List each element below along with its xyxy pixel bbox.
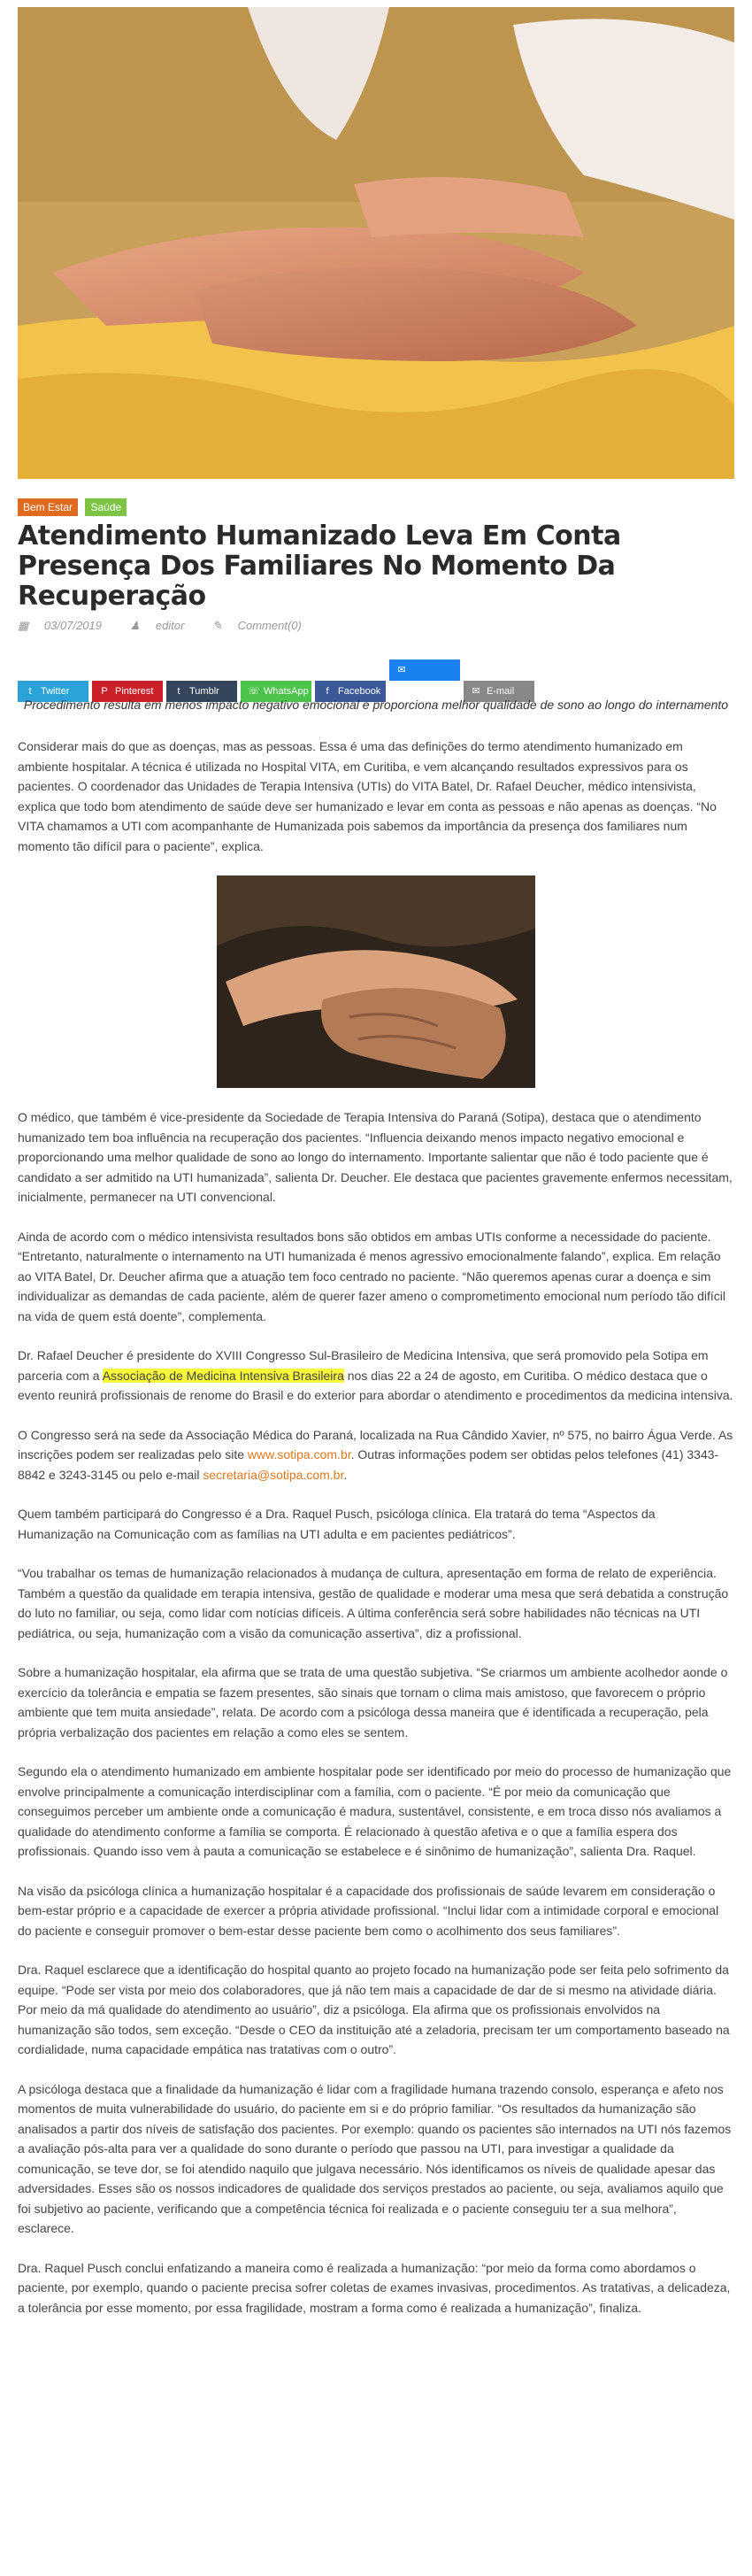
category-tags (18, 498, 752, 516)
paragraph-13: Dra. Raquel Pusch conclui enfatizando a maneira como é realizada a humanização: “por meio da forma como abordamos o paciente, por exemplo, quando o paciente precisa sofrer coletas de exames invasivas, procedimentos. As tratativas, a delicadeza, a tolerância por esse momento, por essa fragilidade, mostram a forma como é realizada a humanização”, finaliza. (18, 2260, 731, 2315)
paragraph-10: Na visão da psicóloga clínica a humanização hospitalar é a capacidade dos profissionais de saúde levarem em consideração o bem-estar próprio e a capacidade de exercer a própria atividade profissional. “Inclui lidar com a intimidade corporal e emocional do paciente e conseguir promover o bem-estar desse paciente bem como o acolhimento dos seus familiares”. (18, 1883, 719, 1938)
twitter-icon: t (28, 686, 32, 697)
hero-photo-illustration (18, 7, 734, 479)
paragraph-11: Dra. Raquel esclarece que a identificação do hospital quanto ao projeto focado na humanização pode ser feita pelo sofrimento da equipe. “Pode ser vista por meio dos colaboradores, que já não tem mais a capacidade de dar de si mesmo na atividade diária. Por meio da má qualidade do atendimento ao usuário”, diz a psicóloga. Ela afirma que os profissionais envolvidos na humanização são todos, sem exceção. “Desde o CEO da instituição até a zeladoria, precisam ter um comportamento baseado na cordialidade, numa capacidade empática nas tratativas com o outro”. (18, 1963, 730, 2056)
paragraph-8: Sobre a humanização hospitalar, ela afirma que se trata de uma questão subjetiva. “Se criarmos um ambiente acolhedor aonde o exercício da tolerância e empatia se fazem presentes, são sinais que tornam o clima mais amistoso, que favorecem o próprio ambiente que tem muita ansiedade”, relata. De acordo com a psicóloga dessa maneira que é identificada a recuperação, pela própria verbalização dos pacientes em relação a como eles se sentem. (18, 1665, 728, 1739)
tag-bem-estar[interactable]: Bem Estar (18, 498, 78, 516)
email-icon: ✉ (472, 686, 480, 697)
article-subtitle: Procedimento resulta em menos impacto negativo emocional e proporciona melhor qualidade de sono ao longo do internamento (23, 698, 729, 712)
post-date: 03/07/2019 (43, 619, 102, 632)
user-icon: ♟ (129, 619, 141, 632)
paragraph-5: O Congresso será na sede da Associação Médica do Paraná, localizada na Rua Cândido Xavier, nº 575, no bairro Água Verde. As inscrições podem ser realizadas pelo site www.sotipa.com.br. Outras informações podem ser obtidas pelos telefones (41) 3343-8842 e 3243-3145 ou pelo e-mail secretaria@sotipa.com.br. (18, 1427, 733, 1482)
share-facebook-button[interactable]: f Facebook (315, 681, 386, 702)
paragraph-9: Segundo ela o atendimento humanizado em ambiente hospitalar pode ser identificado por meio do processo de humanização que envolve principalmente a comunicação interdisciplinar com a família, com o paciente. “É por meio da comunicação que conseguimos perceber um ambiente onde a comunicação é madura, sustentável, consistente, e em troca disso nós avaliamos a qualidade do atendimento conforme a família se comporta. É relacionado à questão afetiva e o que a família espera dos profissionais. Quando isso vem à pauta a comunicação se estabelece e é sinônimo de humanização”, salienta Dra. Raquel. (18, 1764, 732, 1858)
comments-meta[interactable] (212, 619, 314, 632)
hands-photo-illustration (217, 875, 535, 1088)
paragraph-6: Quem também participará do Congresso é a Dra. Raquel Pusch, psicóloga clínica. Ela tratará do tema “Aspectos da Humanização na Comunicação com as famílias na UTI adulta e em pacientes pediátricos”. (18, 1507, 656, 1541)
calendar-icon: ▦ (18, 619, 29, 632)
messenger-icon: ✉ (397, 665, 406, 675)
pinterest-icon: P (101, 686, 108, 697)
share-tumblr-button[interactable]: t Tumblr (166, 681, 237, 702)
highlighted-text: Associação de Medicina Intensiva Brasileira (102, 1368, 344, 1383)
paragraph-4: Dr. Rafael Deucher é presidente do XVIII Congresso Sul-Brasileiro de Medicina Intensiva, que será promovido pela Sotipa em parceria com a Associação de Medicina Intensiva Brasileira nos dias 22 a 24 de agosto, em Curitiba. O médico destaca que o evento reunirá profissionais de renome do Brasil e do exterior para abordar o atendimento e procedimentos da medicina intensiva. (18, 1348, 733, 1402)
comment-icon: ✎ (212, 619, 222, 632)
tumblr-icon: t (177, 686, 180, 697)
paragraph-12: A psicóloga destaca que a finalidade da humanização é lidar com a fragilidade humana trazendo consolo, esperança e afeto nos momentos de muita vulnerabilidade do usuário, do paciente em si e do próprio familiar. “Os resultados da humanização são analisados a partir dos níveis de satisfação dos pacientes. Por exemplo: quando os pacientes são internados na UTI nós fazemos a avaliação pós-alta para ver a qualidade do sono durante o período que passou na UTI, para investigar a qualidade da comunicação, se teve dor, se foi atendido naquilo que julgava necessário. Nós identificamos os níveis de qualidade apesar das adversidades. Esses são os nossos indicadores de qualidade dos serviços prestados ao paciente, ou seja, avaliamos aquilo que foi subjetivo ao paciente, verificando que a competência técnica foi realizada e o paciente conseguiu ter a sua melhora”, esclarece. (18, 2081, 732, 2235)
paragraph-3: Ainda de acordo com o médico intensivista resultados bons são obtidos em ambas UTIs conforme a necessidade do paciente. “Entretanto, naturalmente o internamento na UTI humanizada é menos agressivo emocionalmente falando”, explica. Em relação ao VITA Batel, Dr. Deucher afirma que a atuação tem foco centrado no paciente. “Não queremos apenas curar a doença e sim individualizar as demandas de cada paciente, além de querer fazer ameno o comprometimento emocional num período tão difícil na vida de quem está doente”, complementa. (18, 1229, 726, 1323)
article-title: Atendimento Humanizado Leva Em Conta Presença Dos Familiares No Momento Da Recuperação (18, 521, 621, 612)
paragraph-7: “Vou trabalhar os temas de humanização relacionados à mudança de cultura, apresentação em forma de relato de experiência. Também a questão da qualidade em terapia intensiva, gestão de qualidade e moderar uma mesa que será debatida a construção do luto no familiar, ou seja, como lidar com notícias difíceis. A última conferência será sobre habilidades não técnicas na UTI pediátrica, ou seja, humanização com a visão da comunicação assertiva”, diz a profissional. (18, 1566, 729, 1640)
article-meta (18, 619, 752, 636)
paragraph-1: Considerar mais do que as doenças, mas as pessoas. Essa é uma das definições do termo atendimento humanizado em ambiente hospitalar. A técnica é utilizada no Hospital VITA, em Curitiba, e vem alcançando resultados expressivos para os pacientes. O coordenador das Unidades de Terapia Intensiva (UTIs) do VITA Batel, Dr. Rafael Deucher, médico intensivista, explica que todo bom atendimento de saúde deve ser humanizado e levar em conta as pessoas e não apenas as doenças. “No VITA chamamos a UTI com acompanhante de Humanizada pois sabemos da importância da presença dos familiares num momento tão difícil para o paciente”, explica. (18, 739, 717, 853)
secretaria-email-link[interactable]: secretaria@sotipa.com.br (203, 1467, 344, 1482)
inline-image-hands (217, 875, 535, 1088)
article-body (18, 737, 734, 2318)
whatsapp-icon: ☏ (248, 686, 260, 697)
hero-image (18, 7, 734, 479)
share-whatsapp-button[interactable]: ☏ WhatsApp (241, 681, 311, 702)
share-twitter-button[interactable]: t Twitter (18, 681, 88, 702)
tag-saude[interactable]: Saúde (85, 498, 127, 516)
share-pinterest-button[interactable]: P Pinterest (92, 681, 163, 702)
sotipa-website-link[interactable]: www.sotipa.com.br (247, 1447, 351, 1462)
share-bar (18, 659, 752, 697)
post-author[interactable]: editor (155, 619, 185, 632)
share-messenger-button[interactable]: ✉Messenger (389, 659, 460, 681)
article (18, 7, 752, 2318)
facebook-icon: f (326, 686, 329, 697)
share-email-button[interactable]: ✉ E-mail (464, 681, 534, 702)
comment-count[interactable]: Comment(0) (237, 619, 302, 632)
author-meta[interactable] (130, 619, 197, 632)
date-meta (18, 619, 114, 632)
paragraph-2: O médico, que também é vice-presidente da Sociedade de Terapia Intensiva do Paraná (Sotipa), destaca que o atendimento humanizado tem boa influência na recuperação dos pacientes. “Influencia deixando menos impacto negativo emocional e proporcionando uma melhor qualidade de sono ao longo do internamento. Importante salientar que não é todo paciente que é candidato a ser admitido na UTI humanizada”, salienta Dr. Deucher. Ele destaca que pacientes gravemente enfermos necessitam, inicialmente, permanecer na UTI convencional. (18, 1110, 733, 1204)
